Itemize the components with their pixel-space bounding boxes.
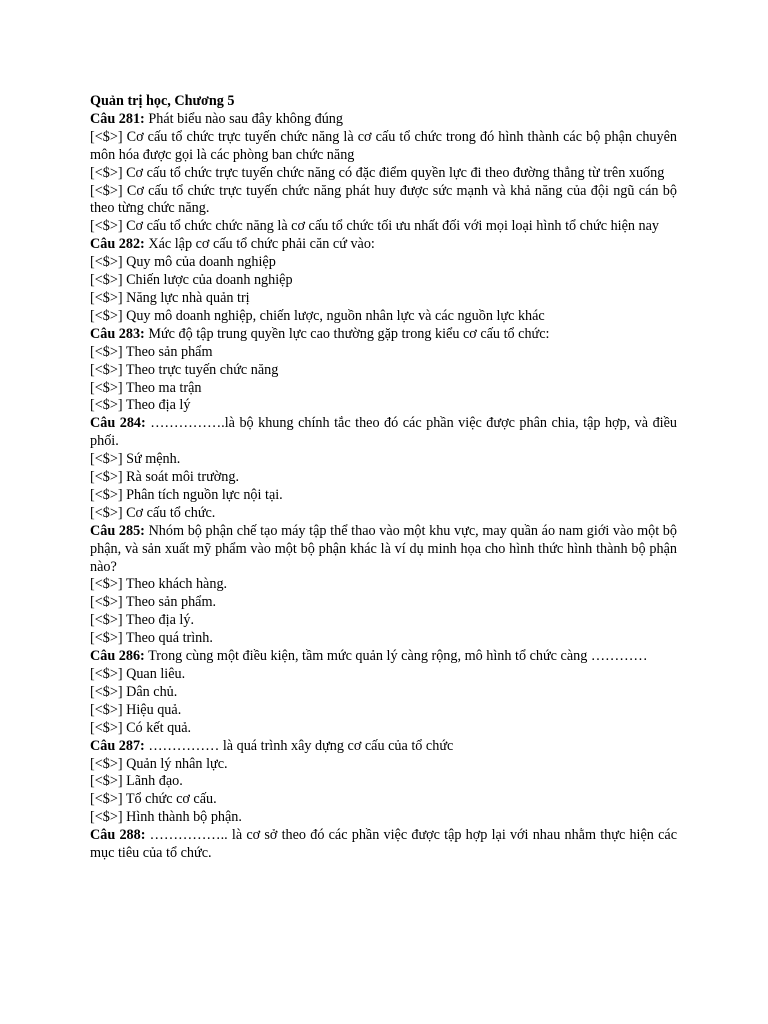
question-number: Câu 281: xyxy=(90,110,145,127)
answer-option: [<$>] Theo sản phẩm. xyxy=(90,594,217,611)
question-block xyxy=(90,738,677,828)
answer-option: [<$>] Theo địa lý. xyxy=(90,612,194,629)
question-number: Câu 287: xyxy=(90,737,145,754)
answer-option: [<$>] Dân chủ. xyxy=(90,683,178,700)
question-list xyxy=(90,111,677,863)
question-text: Mức độ tập trung quyền lực cao thường gặp trong kiểu cơ cấu tổ chức: xyxy=(144,325,550,342)
document-title: Quản trị học, Chương 5 xyxy=(90,93,235,109)
answer-option: [<$>] Cơ cấu tổ chức trực tuyến chức năng phát huy được sức mạnh và khả năng của đội ngũ cán bộ theo từng chức năng. xyxy=(90,182,677,217)
answer-option: [<$>] Cơ cấu tổ chức chức năng là cơ cấu tổ chức tối ưu nhất đối với mọi loại hình tổ chức hiện nay xyxy=(90,218,660,235)
answer-option: [<$>] Theo sản phẩm xyxy=(90,343,213,360)
question-text: …………….là bộ khung chính tắc theo đó các phần việc được phân chia, tập hợp, và điều phối. xyxy=(90,415,677,450)
answer-option: [<$>] Sứ mệnh. xyxy=(90,451,181,468)
question-text: Phát biểu nào sau đây không đúng xyxy=(144,110,343,127)
question-text: …………….. là cơ sở theo đó các phần việc được tập hợp lại với nhau nhằm thực hiện các mục tiêu của tổ chức. xyxy=(90,827,677,862)
answer-option: [<$>] Theo quá trình. xyxy=(90,630,213,647)
question-block xyxy=(90,648,677,738)
question-stem xyxy=(90,111,677,129)
answer-option: [<$>] Cơ cấu tổ chức. xyxy=(90,504,216,521)
answer-option: [<$>] Chiến lược của doanh nghiệp xyxy=(90,272,293,289)
question-stem xyxy=(90,523,677,577)
answer-option: [<$>] Hình thành bộ phận. xyxy=(90,809,242,826)
question-block xyxy=(90,827,677,863)
answer-option: [<$>] Cơ cấu tổ chức trực tuyến chức năng là cơ cấu tổ chức trong đó hình thành các bộ phận chuyên môn hóa được gọi là các phòng ban chức năng xyxy=(90,128,677,163)
answer-option: [<$>] Quan liêu. xyxy=(90,666,186,682)
answer-option: [<$>] Cơ cấu tổ chức trực tuyến chức năng có đặc điểm quyền lực đi theo đường thẳng từ trên xuống xyxy=(90,164,665,181)
question-stem xyxy=(90,415,677,451)
answer-option: [<$>] Theo trực tuyến chức năng xyxy=(90,361,279,378)
answer-option: [<$>] Quy mô của doanh nghiệp xyxy=(90,254,276,271)
question-stem xyxy=(90,738,677,756)
question-number: Câu 286: xyxy=(90,648,145,665)
question-stem xyxy=(90,326,677,344)
question-number: Câu 283: xyxy=(90,325,145,342)
answer-option: [<$>] Có kết quả. xyxy=(90,719,192,736)
question-text: Trong cùng một điều kiện, tầm mức quản lý càng rộng, mô hình tổ chức càng ………… xyxy=(144,648,648,665)
answer-option: [<$>] Theo địa lý xyxy=(90,397,191,414)
answer-option: [<$>] Phân tích nguồn lực nội tại. xyxy=(90,486,283,503)
question-number: Câu 282: xyxy=(90,236,145,253)
question-block xyxy=(90,523,677,648)
question-number: Câu 288: xyxy=(90,827,146,844)
question-stem xyxy=(90,236,677,254)
question-number: Câu 284: xyxy=(90,415,146,432)
question-text: …………… là quá trình xây dựng cơ cấu của tổ chức xyxy=(144,737,454,754)
answer-option: [<$>] Hiệu quả. xyxy=(90,701,182,718)
question-text: Nhóm bộ phận chế tạo máy tập thể thao vào một khu vực, may quần áo nam giới vào một bộ phận, và sản xuất mỹ phẩm vào một bộ phận khác là ví dụ minh họa cho hình thức hình thành bộ phận nào? xyxy=(90,522,677,575)
question-number: Câu 285: xyxy=(90,522,145,539)
answer-option: [<$>] Quy mô doanh nghiệp, chiến lược, nguồn nhân lực và các nguồn lực khác xyxy=(90,307,545,324)
answer-option: [<$>] Quản lý nhân lực. xyxy=(90,755,228,772)
document-body xyxy=(90,93,677,863)
answer-option: [<$>] Rà soát môi trường. xyxy=(90,469,240,486)
answer-option: [<$>] Tổ chức cơ cấu. xyxy=(90,791,217,808)
question-stem xyxy=(90,827,677,863)
answer-option: [<$>] Theo ma trận xyxy=(90,379,202,396)
answer-option: [<$>] Theo khách hàng. xyxy=(90,576,228,593)
question-stem xyxy=(90,648,677,666)
question-block xyxy=(90,236,677,326)
answer-option: [<$>] Năng lực nhà quản trị xyxy=(90,289,250,306)
answer-option: [<$>] Lãnh đạo. xyxy=(90,773,183,790)
question-block xyxy=(90,111,677,236)
question-block xyxy=(90,326,677,416)
question-text: Xác lập cơ cấu tổ chức phải căn cứ vào: xyxy=(144,236,375,253)
question-block xyxy=(90,415,677,522)
